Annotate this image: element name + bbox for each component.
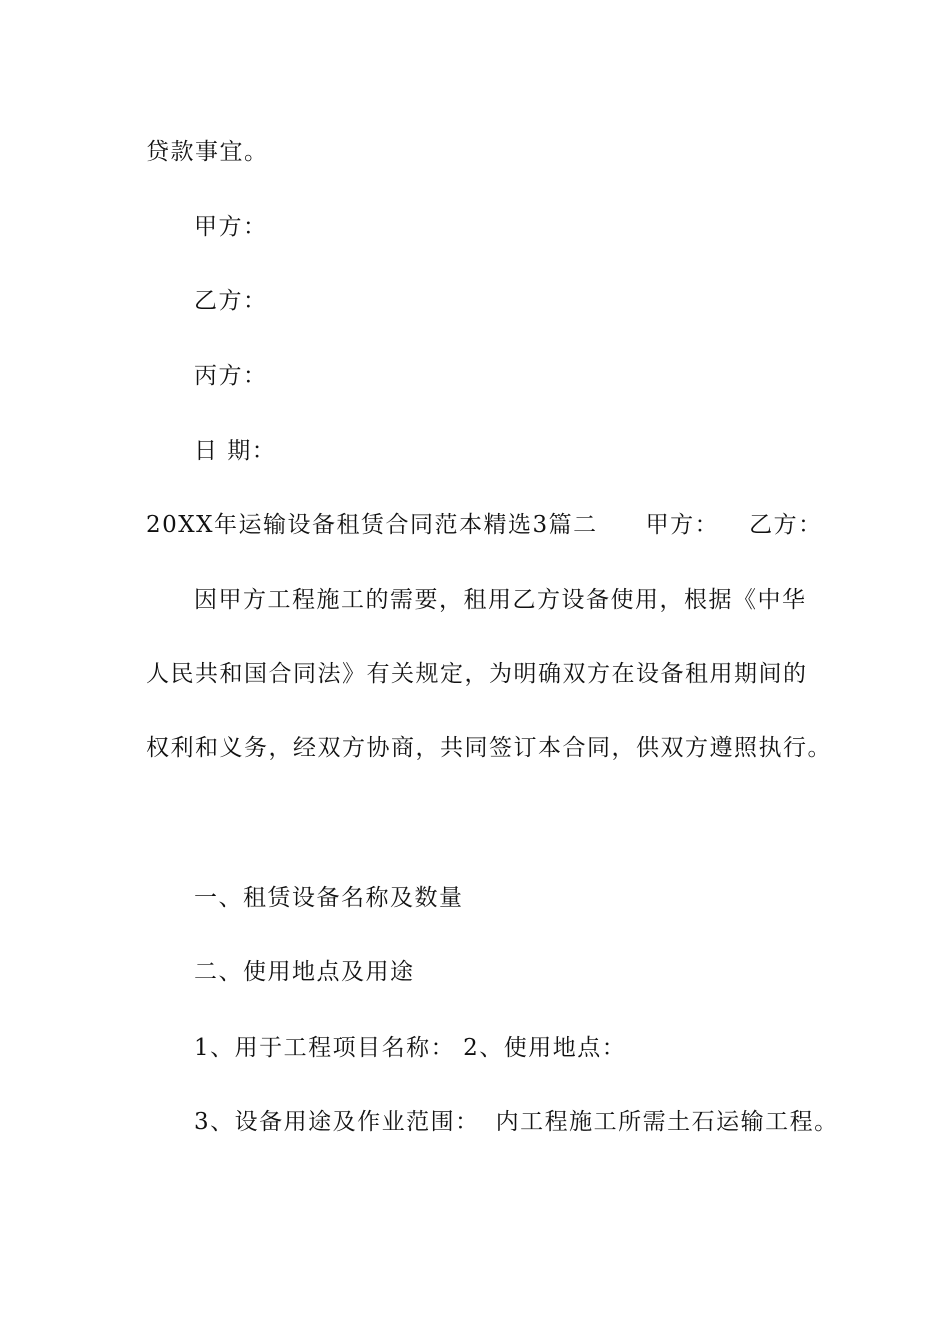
section-title-row <box>146 510 823 540</box>
signature-party-c: 丙方： <box>194 363 268 389</box>
clause-heading-2: 二、使用地点及用途 <box>194 959 415 985</box>
intro-paragraph-line-3: 权利和义务，经双方协商，共同签订本合同，供双方遵照执行。 <box>146 735 832 761</box>
item-2-label: 2、使用地点： <box>463 1035 627 1061</box>
clause-heading-1: 一、租赁设备名称及数量 <box>194 885 464 911</box>
section-title: 20XX年运输设备租赁合同范本精选3篇二 <box>146 512 598 538</box>
intro-paragraph-line-2: 人民共和国合同法》有关规定，为明确双方在设备租用期间的 <box>146 661 808 687</box>
item-1-label: 1、用于工程项目名称： <box>194 1035 456 1061</box>
signature-party-a: 甲方： <box>194 214 268 240</box>
intro-paragraph-line-1: 因甲方工程施工的需要，租用乙方设备使用，根据《中华 <box>194 587 807 613</box>
item-3-label: 3、设备用途及作业范围： <box>194 1109 480 1135</box>
item-3-content: 内工程施工所需土石运输工程。 <box>495 1109 839 1135</box>
clause-item-1-2 <box>194 1033 626 1063</box>
signature-date: 日 期： <box>194 438 277 464</box>
signature-party-b: 乙方： <box>194 288 268 314</box>
text-line-loan: 贷款事宜。 <box>146 139 269 165</box>
title-party-b: 乙方： <box>749 512 823 538</box>
title-party-a: 甲方： <box>645 512 720 538</box>
clause-item-3 <box>194 1107 839 1137</box>
